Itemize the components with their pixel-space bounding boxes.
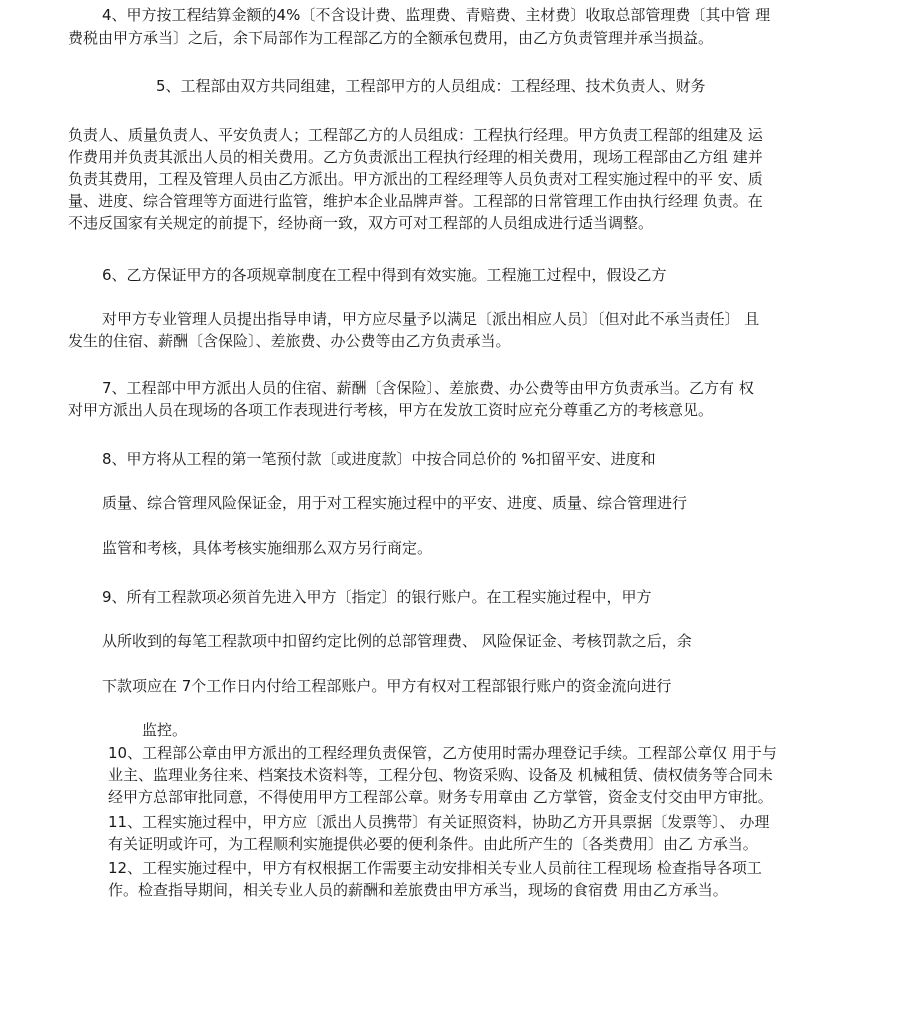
clause-9-line-1: 9、所有工程款项必须首先进入甲方〔指定〕的银行账户。在工程实施过程中，甲方 (102, 588, 652, 606)
clause-9-line-4: 监控。 (142, 721, 188, 739)
clause-10-line: 业主、监理业务往来、档案技术资料等，工程分包、物资采购、设备及 机械租赁、债权债务等合同未 (108, 766, 773, 784)
clause-7-line-2: 对甲方派出人员在现场的各项工作表现进行考核，甲方在发放工资时应充分尊重乙方的考核意见。 (68, 401, 714, 419)
clause-7-line-1: 7、工程部中甲方派出人员的住宿、薪酬〔含保险〕、差旅费、办公费等由甲方负责承当。乙方有 权 (102, 379, 754, 397)
clause-11-line: 有关证明或许可，为工程顺利实施提供必要的便利条件。由此所产生的〔各类费用〕由乙 方承当。 (108, 835, 758, 853)
clause-12-line: 12、工程实施过程中，甲方有权根据工作需要主动安排相关专业人员前往工程现场 检查指导各项工 (108, 859, 762, 877)
clause-5-body (68, 124, 763, 234)
clause-10-body (108, 742, 777, 808)
clause-4-line-1: 4、甲方按工程结算金额的4%〔不含设计费、监理费、青赔费、主材费〕收取总部管理费〔其中管 理 (102, 6, 771, 24)
clause-11-line: 11、工程实施过程中，甲方应〔派出人员携带〕有关证照资料，协助乙方开具票据〔发票等〕、 办理 (108, 813, 770, 831)
clause-9-line-3: 下款项应在 7个工作日内付给工程部账户。甲方有权对工程部银行账户的资金流向进行 (102, 677, 672, 695)
clause-8-line-2: 质量、综合管理风险保证金，用于对工程实施过程中的平安、进度、质量、综合管理进行 (102, 494, 688, 512)
clause-5-line: 量、进度、综合管理等方面进行监管，维护本企业品牌声誉。工程部的日常管理工作由执行经理 负责。在 (68, 192, 763, 210)
clause-10-line: 经甲方总部审批同意，不得使用甲方工程部公章。财务专用章由 乙方掌管，资金支付交由甲方审批。 (108, 788, 773, 806)
clause-5-line: 负责其费用，工程及管理人员由乙方派出。甲方派出的工程经理等人员负责对工程实施过程中的平 安、质 (68, 170, 763, 188)
clause-8-line-1: 8、甲方将从工程的第一笔预付款〔或进度款〕中按合同总价的 %扣留平安、进度和 (102, 450, 656, 468)
clause-5-heading: 5、工程部由双方共同组建，工程部甲方的人员组成：工程经理、技术负责人、财务 (156, 77, 706, 95)
clause-9-line-2: 从所收到的每笔工程款项中扣留约定比例的总部管理费、 风险保证金、考核罚款之后，余 (102, 632, 692, 650)
clause-6-line-2: 发生的住宿、薪酬〔含保险〕、差旅费、办公费等由乙方负责承当。 (68, 332, 511, 350)
clause-12-line: 作。检查指导期间，相关专业人员的薪酬和差旅费由甲方承当，现场的食宿费 用由乙方承当。 (108, 881, 728, 899)
clause-12-body (108, 857, 762, 901)
clause-10-line: 10、工程部公章由甲方派出的工程经理负责保管，乙方使用时需办理登记手续。工程部公章仅 用于与 (108, 744, 777, 762)
clause-6-line-1: 对甲方专业管理人员提出指导申请，甲方应尽量予以满足〔派出相应人员〕〔但对此不承当责任〕 且 (102, 310, 760, 328)
clause-6-heading: 6、乙方保证甲方的各项规章制度在工程中得到有效实施。工程施工过程中，假设乙方 (102, 266, 667, 284)
clause-4-line-2: 费税由甲方承当〕之后，余下局部作为工程部乙方的全额承包费用，由乙方负责管理并承当损益。 (68, 29, 714, 47)
clause-11-body (108, 811, 769, 855)
clause-5-line: 作费用并负责其派出人员的相关费用。乙方负责派出工程执行经理的相关费用，现场工程部由乙方组 建并 (68, 148, 763, 166)
clause-5-line: 负责人、质量负责人、平安负责人；工程部乙方的人员组成：工程执行经理。甲方负责工程部的组建及 运 (68, 126, 763, 144)
clause-5-line: 不违反国家有关规定的前提下，经协商一致，双方可对工程部的人员组成进行适当调整。 (68, 214, 654, 232)
clause-8-line-3: 监管和考核，具体考核实施细那么双方另行商定。 (102, 539, 433, 557)
